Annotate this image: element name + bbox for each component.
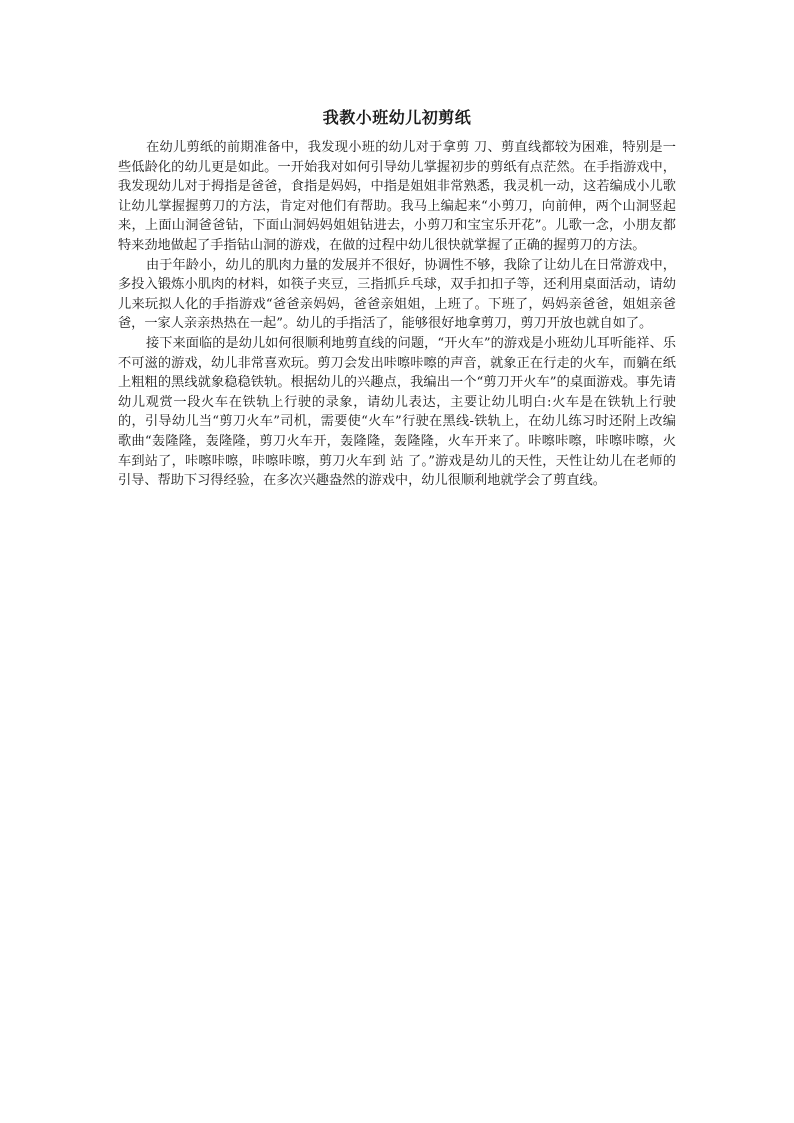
document-title: 我教小班幼儿初剪纸 [322, 108, 472, 127]
paragraph-2: 由于年龄小，幼儿的肌肉力量的发展并不很好，协调性不够，我除了让幼儿在日常游戏中，多投入锻炼小肌肉的材料，如筷子夹豆，三指抓乒乓球，双手扣扣子等，还利用桌面活动，请幼儿来玩拟人化的手指游戏“爸爸亲妈妈，爸爸亲姐姐，上班了。下班了，妈妈亲爸爸，姐姐亲爸爸，一家人亲亲热热在一起”。幼儿的手指活了，能够很好地拿剪刀，剪刀开放也就自如了。 [118, 257, 676, 332]
paragraph-3: 接下来面临的是幼儿如何很顺利地剪直线的问题，“开火车”的游戏是小班幼儿耳听能祥、乐不可滋的游戏，幼儿非常喜欢玩。剪刀会发出咔嚓咔嚓的声音，就象正在行走的火车，而躺在纸上粗粗的黑线就象稳稳铁轨。根据幼儿的兴趣点，我编出一个“剪刀开火车”的桌面游戏。事先请幼儿观赏一段火车在铁轨上行驶的录象，请幼儿表达，主要让幼儿明白:火车是在铁轨上行驶的，引导幼儿当“剪刀火车”司机，需要使“火车”行驶在黑线-铁轨上，在幼儿练习时还附上改编歌曲“轰隆隆，轰隆隆，剪刀火车开，轰隆隆，轰隆隆，火车开来了。咔嚓咔嚓，咔嚓咔嚓，火车到站了，咔嚓咔嚓，咔嚓咔嚓，剪刀火车到 站 了。”游戏是幼儿的天性，天性让幼儿在老师的引导、帮助下习得经验，在多次兴趣盎然的游戏中，幼儿很顺利地就学会了剪直线。 [118, 335, 676, 489]
paragraph-1: 在幼儿剪纸的前期准备中，我发现小班的幼儿对于拿剪 刀、剪直线都较为困难，特别是一些低龄化的幼儿更是如此。一开始我对如何引导幼儿掌握初步的剪纸有点茫然。在手指游戏中，我发现幼儿对于拇指是爸爸，食指是妈妈，中指是姐姐非常熟悉，我灵机一动，这若编成小儿歌让幼儿掌握握剪刀的方法，肯定对他们有帮助。我马上编起来“小剪刀，向前伸，两个山洞竖起来，上面山洞爸爸钻，下面山洞妈妈姐姐钻进去，小剪刀和宝宝乐开花”。儿歌一念，小朋友都特来劲地做起了手指钻山洞的游戏，在做的过程中幼儿很快就掌握了正确的握剪刀的方法。 [118, 140, 676, 253]
document-body [118, 138, 676, 491]
